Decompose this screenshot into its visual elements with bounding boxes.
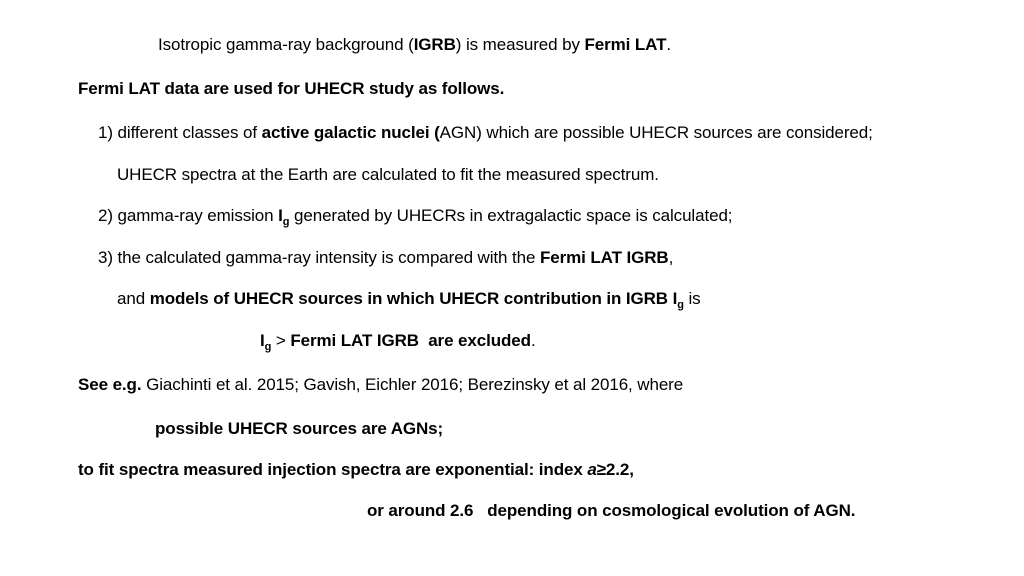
index-value: ≥2.2, [596,460,634,479]
exclusion-period: . [530,331,536,350]
item-3-line [98,247,673,269]
item-3-text: 3) the calculated gamma-ray intensity is compared with the [98,248,540,267]
agn-term: active galactic nuclei ( [261,123,440,142]
references-line [78,374,683,396]
ig-subscript-3: g [264,341,272,353]
item-1-line [98,122,873,144]
injection-text: to fit spectra measured injection spectra are exponential: index [78,460,588,479]
ig-subscript-2: g [677,299,684,311]
item-2-text: 2) gamma-ray emission [98,206,279,225]
fermi-lat-igrb-term: Fermi LAT IGRB [539,248,669,267]
ig-symbol-2: I [260,331,265,350]
fermi-lat-term: Fermi LAT [584,35,667,54]
item-1-continuation: UHECR spectra at the Earth are calculated to fit the measured spectrum. [117,165,659,184]
item-3-continuation [117,288,701,310]
item-2-text-2: generated by UHECRs in extragalactic space is calculated; [289,206,733,225]
ig-subscript: g [282,216,290,228]
cosmological-evolution-line: or around 2.6 depending on cosmological evolution of AGN. [367,501,856,520]
index-symbol: a [587,460,597,479]
item-3-is: is [683,289,701,308]
igrb-term: IGRB [413,35,456,54]
intro-text-2: ) is measured by [455,35,585,54]
item-1-text-2: AGN) which are possible UHECR sources are considered; [439,123,873,142]
intro-period: . [666,35,672,54]
references-text: Giachinti et al. 2015; Gavish, Eichler 2016; Berezinsky et al 2016, where [141,375,684,394]
models-term: models of UHECR sources in which UHECR contribution in IGRB I [149,289,678,308]
section-heading: Fermi LAT data are used for UHECR study as follows. [78,79,505,98]
agn-sources-line: possible UHECR sources are AGNs; [155,419,444,438]
excluded-term: Fermi LAT IGRB are excluded [290,331,531,350]
greater-than: > [271,331,291,350]
item-1-text: 1) different classes of [98,123,262,142]
item-3-and: and [117,289,150,308]
injection-spectra-line [78,459,634,481]
see-eg-label: See e.g. [78,375,142,394]
ig-symbol: I [278,206,283,225]
intro-text: Isotropic gamma-ray background ( [158,35,414,54]
exclusion-criterion [260,330,536,352]
item-3-comma: , [668,248,674,267]
item-2-line [98,205,732,227]
intro-line [158,34,671,56]
